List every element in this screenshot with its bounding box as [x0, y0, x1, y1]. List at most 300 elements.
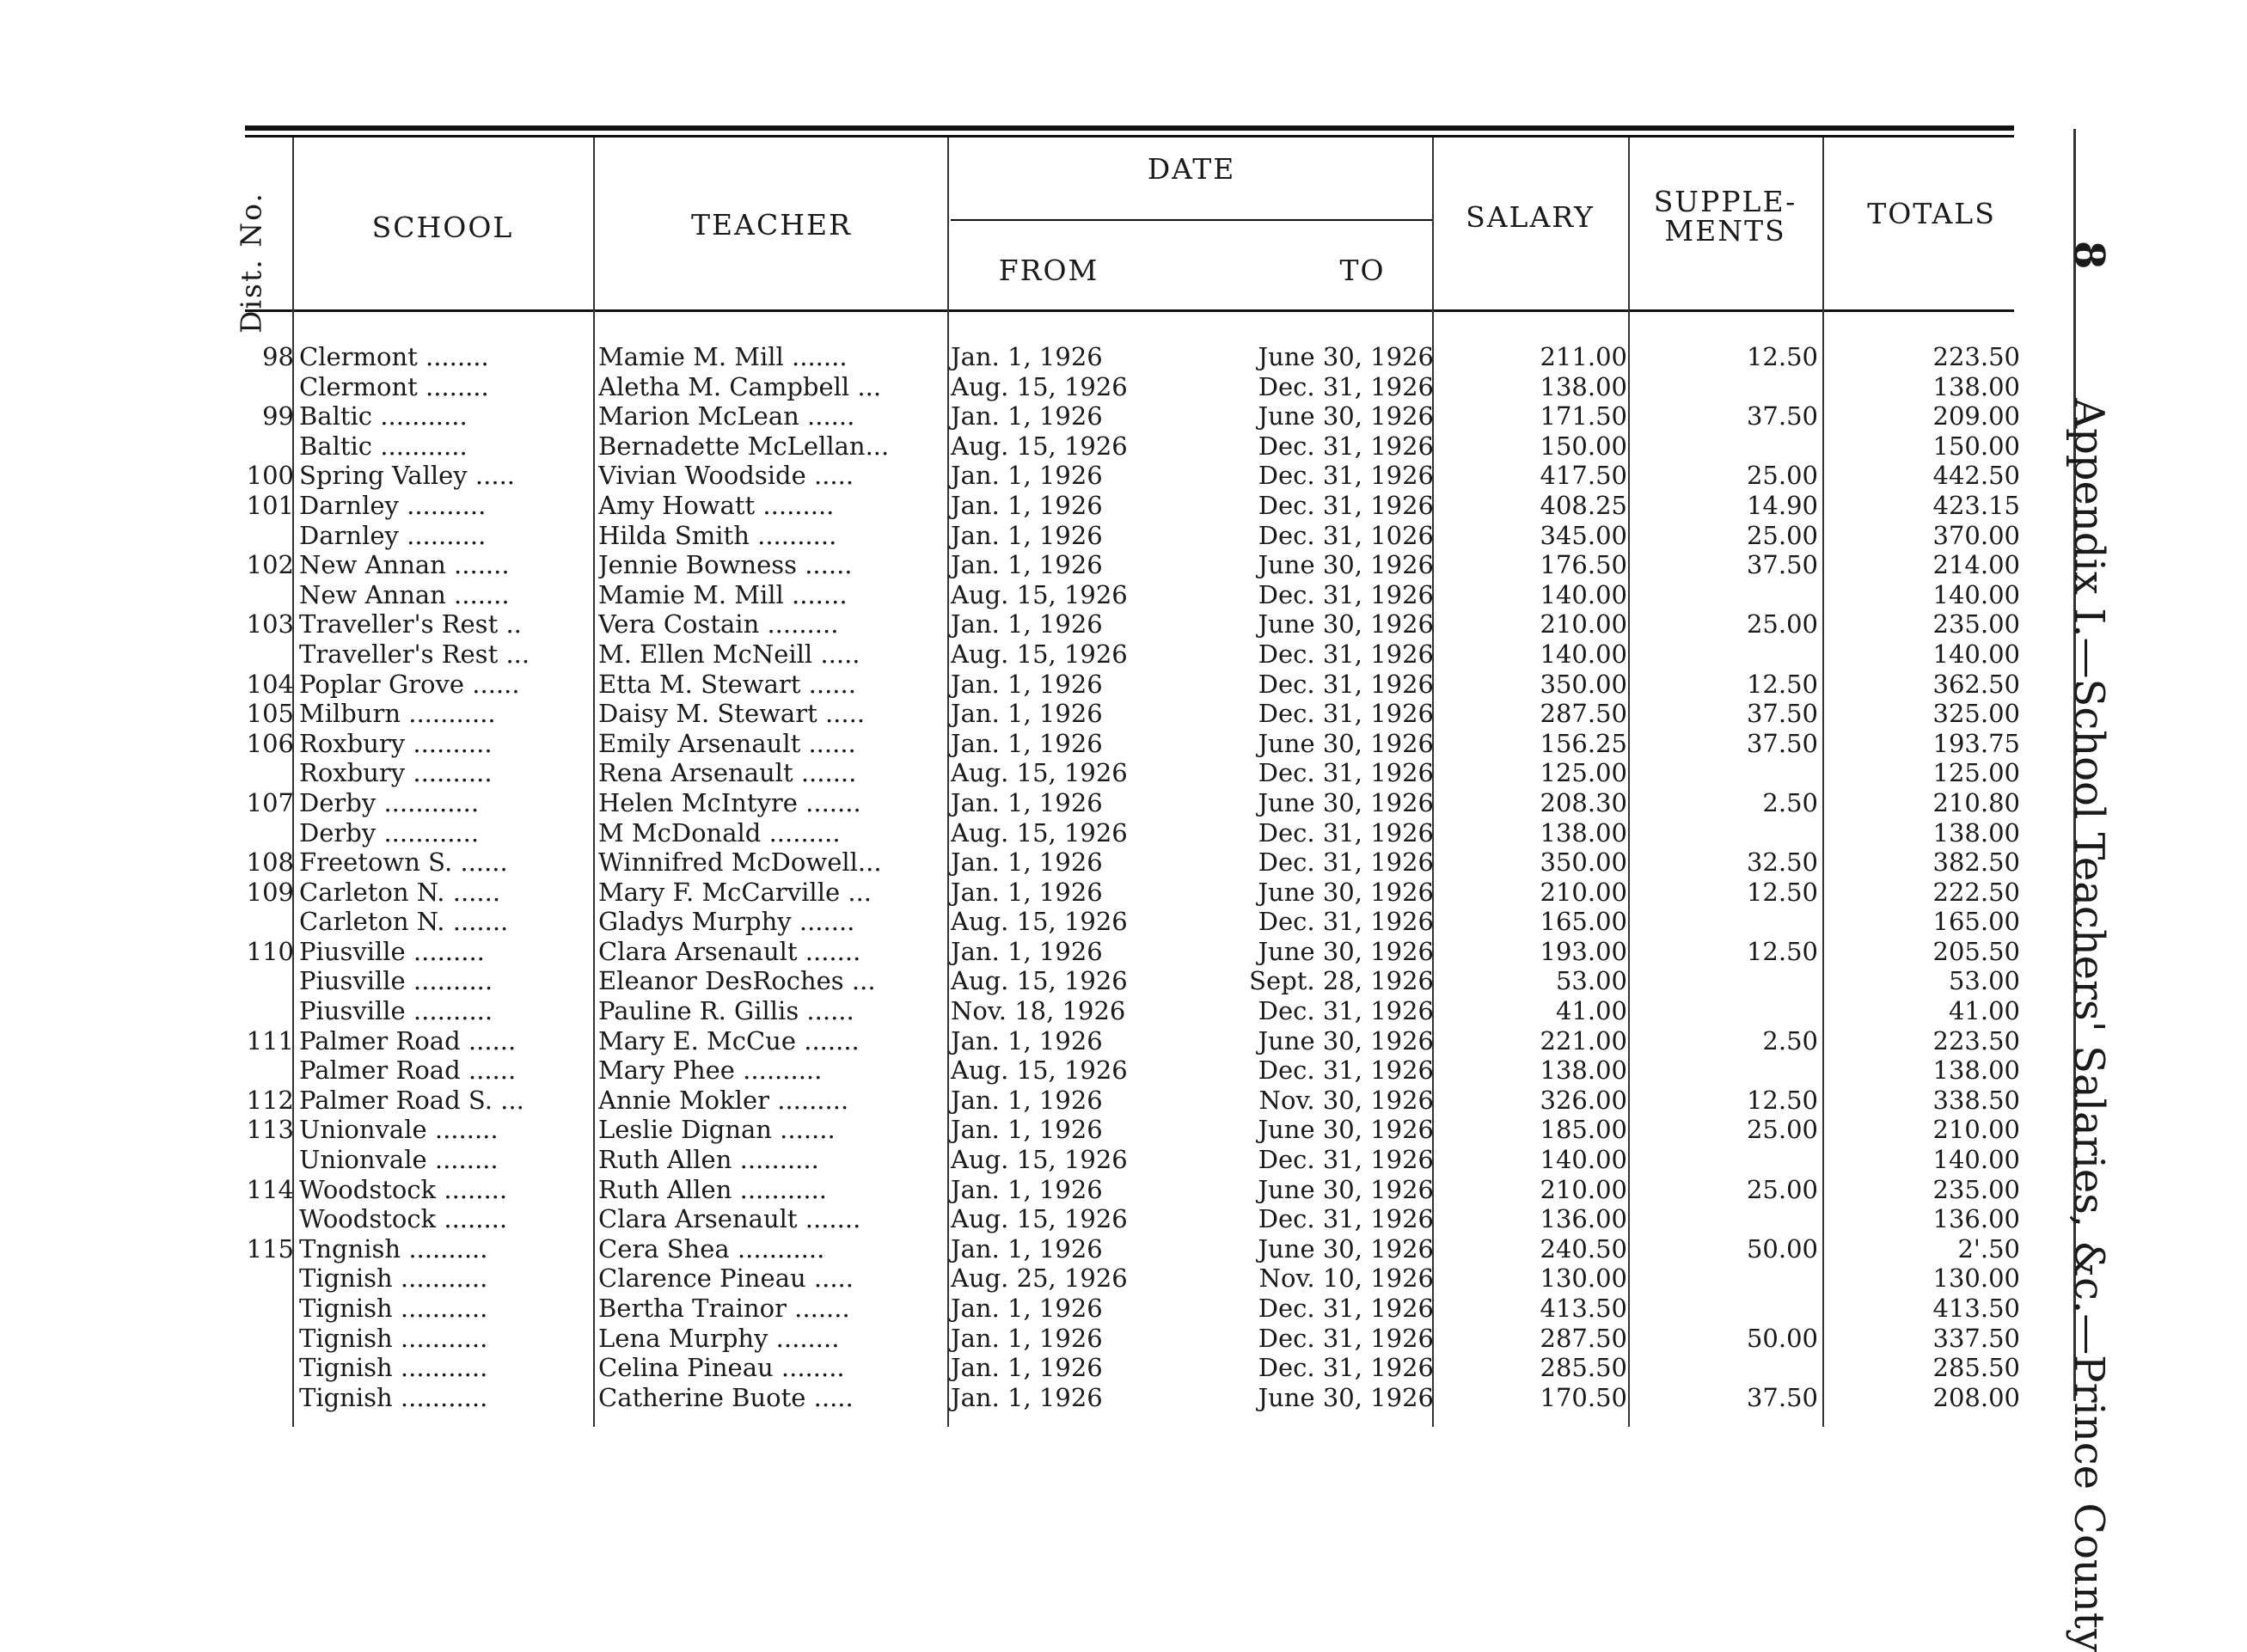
- header-from: FROM: [998, 254, 1099, 287]
- row-salary: 140.00: [1540, 1145, 1627, 1175]
- row-date-to: June 30, 1926: [1258, 1382, 1434, 1412]
- row-salary: 130.00: [1540, 1263, 1627, 1294]
- row-supplements: 25.00: [1746, 1115, 1818, 1145]
- row-date-from: Aug. 15, 1926: [951, 639, 1128, 669]
- table-row: [0, 639, 2247, 670]
- date-subrule: [951, 219, 1432, 221]
- row-date-to: Dec. 31, 1926: [1258, 639, 1434, 669]
- row-date-from: Jan. 1, 1926: [951, 1233, 1103, 1263]
- row-date-to: Dec. 31, 1926: [1258, 371, 1434, 401]
- row-date-to: Dec. 31, 1026: [1258, 520, 1434, 550]
- row-date-to: June 30, 1926: [1258, 609, 1434, 639]
- top-rule-thin: [245, 135, 2014, 138]
- row-date-to: June 30, 1926: [1258, 877, 1434, 907]
- row-date-to: June 30, 1926: [1258, 401, 1434, 431]
- row-teacher: Gladys Murphy .......: [598, 907, 855, 937]
- table-row: [0, 401, 2247, 431]
- row-teacher: Jennie Bowness ......: [598, 550, 853, 580]
- row-supplements: 37.50: [1746, 401, 1818, 431]
- row-school: Clermont ........: [299, 342, 489, 371]
- row-date-from: Jan. 1, 1926: [951, 669, 1103, 699]
- row-salary: 170.50: [1540, 1382, 1627, 1412]
- row-salary: 165.00: [1540, 907, 1627, 937]
- row-date-to: Dec. 31, 1926: [1258, 461, 1434, 491]
- row-salary: 210.00: [1540, 877, 1627, 907]
- row-date-from: Jan. 1, 1926: [951, 1085, 1103, 1115]
- row-teacher: Vera Costain .........: [598, 609, 839, 639]
- row-date-from: Jan. 1, 1926: [951, 609, 1103, 639]
- row-date-to: Dec. 31, 1926: [1258, 847, 1434, 878]
- row-school: Freetown S. ......: [299, 847, 508, 878]
- row-school: Palmer Road ......: [299, 1055, 517, 1086]
- row-date-from: Jan. 1, 1926: [951, 520, 1103, 550]
- row-salary: 140.00: [1540, 639, 1627, 669]
- row-teacher: M. Ellen McNeill .....: [598, 639, 860, 669]
- row-supplements: 12.50: [1746, 877, 1818, 907]
- row-dist-no: 104: [246, 669, 294, 699]
- row-dist-no: 114: [246, 1174, 294, 1204]
- table-row: [0, 1383, 2247, 1413]
- row-supplements: 25.00: [1746, 1174, 1818, 1204]
- row-date-to: June 30, 1926: [1258, 342, 1434, 371]
- row-date-from: Aug. 15, 1926: [951, 966, 1128, 996]
- table-row: [0, 729, 2247, 759]
- row-date-to: June 30, 1926: [1258, 936, 1434, 966]
- row-dist-no: 103: [246, 609, 294, 639]
- header-supplements-1: SUPPLE-: [1653, 185, 1797, 218]
- row-teacher: Mary E. McCue .......: [598, 1025, 860, 1055]
- row-teacher: Pauline R. Gillis ......: [598, 996, 854, 1026]
- row-school: Tngnish ..........: [299, 1233, 488, 1263]
- row-date-from: Aug. 15, 1926: [951, 1204, 1128, 1234]
- row-dist-no: 98: [262, 342, 294, 371]
- row-dist-no: 106: [246, 728, 294, 758]
- row-teacher: Clara Arsenault .......: [598, 936, 861, 966]
- row-date-from: Aug. 25, 1926: [951, 1263, 1128, 1294]
- row-date-from: Jan. 1, 1926: [951, 342, 1103, 371]
- row-date-to: Dec. 31, 1926: [1258, 699, 1434, 729]
- table-row: [0, 1234, 2247, 1264]
- row-salary: 138.00: [1540, 1055, 1627, 1086]
- row-school: Tignish ...........: [299, 1294, 488, 1323]
- row-supplements: 2.50: [1762, 1025, 1818, 1055]
- row-total: 138.00: [1932, 1055, 2020, 1086]
- row-school: Piusville .........: [299, 936, 485, 966]
- row-school: Darnley ..........: [299, 490, 487, 520]
- row-date-to: June 30, 1926: [1258, 1025, 1434, 1055]
- row-salary: 41.00: [1555, 996, 1627, 1026]
- row-total: 285.50: [1932, 1353, 2020, 1383]
- header-dist-no: Dist. No.: [234, 192, 268, 333]
- row-total: 140.00: [1932, 639, 2020, 669]
- table-row: [0, 431, 2247, 462]
- row-salary: 210.00: [1540, 1174, 1627, 1204]
- table-row: [0, 550, 2247, 580]
- row-date-from: Jan. 1, 1926: [951, 401, 1103, 431]
- row-dist-no: 101: [246, 490, 294, 520]
- table-body: [0, 342, 2247, 1412]
- row-dist-no: 100: [246, 461, 294, 491]
- row-date-from: Aug. 15, 1926: [951, 579, 1128, 609]
- row-teacher: Vivian Woodside .....: [598, 461, 854, 491]
- row-date-to: June 30, 1926: [1258, 1174, 1434, 1204]
- row-total: 223.50: [1932, 1025, 2020, 1055]
- row-total: 338.50: [1932, 1085, 2020, 1115]
- table-row: [0, 372, 2247, 402]
- table-row: [0, 670, 2247, 700]
- row-school: Roxbury ..........: [299, 758, 493, 788]
- header-to: TO: [1339, 254, 1386, 287]
- row-dist-no: 107: [246, 787, 294, 817]
- row-date-to: June 30, 1926: [1258, 1233, 1434, 1263]
- row-supplements: 25.00: [1746, 461, 1818, 491]
- row-salary: 185.00: [1540, 1115, 1627, 1145]
- row-teacher: Bertha Trainor .......: [598, 1294, 850, 1323]
- table-row: [0, 1324, 2247, 1354]
- table-row: [0, 1115, 2247, 1145]
- table-row: [0, 491, 2247, 521]
- row-date-from: Jan. 1, 1926: [951, 936, 1103, 966]
- row-school: Piusville ..........: [299, 966, 493, 996]
- row-total: 41.00: [1948, 996, 2020, 1026]
- row-dist-no: 102: [246, 550, 294, 580]
- top-rule-thick: [245, 125, 2014, 131]
- row-teacher: Mamie M. Mill .......: [598, 342, 848, 371]
- table-row: [0, 1294, 2247, 1324]
- row-teacher: Clarence Pineau .....: [598, 1263, 854, 1294]
- row-date-from: Jan. 1, 1926: [951, 728, 1103, 758]
- row-dist-no: 115: [246, 1233, 294, 1263]
- row-total: 362.50: [1932, 669, 2020, 699]
- row-total: 140.00: [1932, 579, 2020, 609]
- table-row: [0, 521, 2247, 551]
- row-total: 337.50: [1932, 1323, 2020, 1353]
- row-salary: 326.00: [1540, 1085, 1627, 1115]
- row-date-to: June 30, 1926: [1258, 787, 1434, 817]
- row-dist-no: 110: [246, 936, 294, 966]
- row-supplements: 37.50: [1746, 728, 1818, 758]
- header-totals: TOTALS: [1867, 197, 1996, 230]
- row-teacher: Catherine Buote .....: [598, 1382, 854, 1412]
- row-school: Carleton N. .......: [299, 907, 509, 937]
- row-dist-no: 99: [262, 401, 294, 431]
- row-teacher: Hilda Smith ..........: [598, 520, 837, 550]
- row-date-to: June 30, 1926: [1258, 728, 1434, 758]
- row-date-from: Jan. 1, 1926: [951, 847, 1103, 878]
- row-salary: 350.00: [1540, 847, 1627, 878]
- row-salary: 150.00: [1540, 431, 1627, 461]
- header-bottom-rule: [245, 309, 2014, 312]
- row-total: 209.00: [1932, 401, 2020, 431]
- row-salary: 171.50: [1540, 401, 1627, 431]
- row-date-to: Dec. 31, 1926: [1258, 996, 1434, 1026]
- row-teacher: Rena Arsenault .......: [598, 758, 857, 788]
- row-salary: 285.50: [1540, 1353, 1627, 1383]
- row-school: Roxbury ..........: [299, 728, 493, 758]
- row-dist-no: 111: [246, 1025, 294, 1055]
- row-total: 138.00: [1932, 371, 2020, 401]
- row-date-to: June 30, 1926: [1258, 1115, 1434, 1145]
- row-total: 140.00: [1932, 1145, 2020, 1175]
- row-total: 222.50: [1932, 877, 2020, 907]
- row-date-to: Dec. 31, 1926: [1258, 1294, 1434, 1323]
- row-teacher: Mamie M. Mill .......: [598, 579, 848, 609]
- row-date-from: Jan. 1, 1926: [951, 1382, 1103, 1412]
- row-school: Piusville ..........: [299, 996, 493, 1026]
- table-row: [0, 847, 2247, 878]
- table-row: [0, 1086, 2247, 1116]
- row-school: Milburn ...........: [299, 699, 496, 729]
- row-date-to: Dec. 31, 1926: [1258, 1055, 1434, 1086]
- row-school: Unionvale ........: [299, 1145, 499, 1175]
- row-date-from: Jan. 1, 1926: [951, 1174, 1103, 1204]
- row-school: Woodstock ........: [299, 1204, 508, 1234]
- row-teacher: Aletha M. Campbell ...: [598, 371, 882, 401]
- row-total: 2'.50: [1957, 1233, 2020, 1263]
- row-teacher: Clara Arsenault .......: [598, 1204, 861, 1234]
- row-school: New Annan .......: [299, 550, 510, 580]
- row-date-to: Dec. 31, 1926: [1258, 1323, 1434, 1353]
- row-total: 223.50: [1932, 342, 2020, 371]
- row-date-to: Dec. 31, 1926: [1258, 579, 1434, 609]
- row-dist-no: 112: [246, 1085, 294, 1115]
- row-total: 235.00: [1932, 1174, 2020, 1204]
- table-row: [0, 609, 2247, 639]
- row-school: Palmer Road S. ...: [299, 1085, 524, 1115]
- row-date-from: Jan. 1, 1926: [951, 1353, 1103, 1383]
- row-salary: 413.50: [1540, 1294, 1627, 1323]
- row-school: Poplar Grove ......: [299, 669, 520, 699]
- table-row: [0, 1204, 2247, 1234]
- row-date-from: Jan. 1, 1926: [951, 1294, 1103, 1323]
- row-total: 423.15: [1932, 490, 2020, 520]
- row-supplements: 50.00: [1746, 1233, 1818, 1263]
- row-supplements: 12.50: [1746, 342, 1818, 371]
- row-supplements: 14.90: [1746, 490, 1818, 520]
- table-row: [0, 758, 2247, 788]
- row-date-from: Jan. 1, 1926: [951, 877, 1103, 907]
- row-date-from: Jan. 1, 1926: [951, 1115, 1103, 1145]
- row-salary: 140.00: [1540, 579, 1627, 609]
- table-row: [0, 580, 2247, 610]
- row-total: 205.50: [1932, 936, 2020, 966]
- row-date-from: Jan. 1, 1926: [951, 1025, 1103, 1055]
- table-row: [0, 342, 2247, 372]
- table-row: [0, 1145, 2247, 1175]
- row-total: 210.80: [1932, 787, 2020, 817]
- row-date-from: Aug. 15, 1926: [951, 817, 1128, 847]
- row-school: Spring Valley .....: [299, 461, 516, 491]
- row-salary: 176.50: [1540, 550, 1627, 580]
- row-date-to: Dec. 31, 1926: [1258, 669, 1434, 699]
- row-date-from: Aug. 15, 1926: [951, 907, 1128, 937]
- row-teacher: Cera Shea ...........: [598, 1233, 825, 1263]
- row-salary: 138.00: [1540, 817, 1627, 847]
- row-teacher: M McDonald .........: [598, 817, 841, 847]
- row-date-to: Nov. 10, 1926: [1258, 1263, 1434, 1294]
- row-total: 130.00: [1932, 1263, 2020, 1294]
- row-date-to: June 30, 1926: [1258, 550, 1434, 580]
- row-date-to: Dec. 31, 1926: [1258, 1353, 1434, 1383]
- row-date-to: Sept. 28, 1926: [1249, 966, 1434, 996]
- table-row: [0, 1353, 2247, 1383]
- page-number: 8: [2065, 241, 2113, 270]
- table-row: [0, 699, 2247, 729]
- row-teacher: Emily Arsenault ......: [598, 728, 856, 758]
- row-supplements: 32.50: [1746, 847, 1818, 878]
- row-total: 235.00: [1932, 609, 2020, 639]
- row-dist-no: 113: [246, 1115, 294, 1145]
- row-supplements: 37.50: [1746, 699, 1818, 729]
- row-school: Derby ............: [299, 817, 480, 847]
- row-school: Carleton N. ......: [299, 877, 501, 907]
- row-salary: 53.00: [1555, 966, 1627, 996]
- row-dist-no: 108: [246, 847, 294, 878]
- row-school: Tignish ...........: [299, 1323, 488, 1353]
- header-school: SCHOOL: [371, 211, 514, 244]
- row-date-from: Jan. 1, 1926: [951, 787, 1103, 817]
- row-teacher: Ruth Allen ...........: [598, 1174, 828, 1204]
- table-row: [0, 907, 2247, 937]
- row-salary: 287.50: [1540, 699, 1627, 729]
- row-supplements: 2.50: [1762, 787, 1818, 817]
- row-supplements: 12.50: [1746, 669, 1818, 699]
- row-teacher: Bernadette McLellan...: [598, 431, 890, 461]
- table-row: [0, 937, 2247, 967]
- row-teacher: Annie Mokler .........: [598, 1085, 849, 1115]
- row-school: Woodstock ........: [299, 1174, 508, 1204]
- row-school: Tignish ...........: [299, 1353, 488, 1383]
- row-school: Darnley ..........: [299, 520, 487, 550]
- row-teacher: Daisy M. Stewart .....: [598, 699, 866, 729]
- row-school: Traveller's Rest ..: [299, 609, 522, 639]
- row-total: 325.00: [1932, 699, 2020, 729]
- row-school: Unionvale ........: [299, 1115, 499, 1145]
- row-salary: 125.00: [1540, 758, 1627, 788]
- row-teacher: Ruth Allen ..........: [598, 1145, 819, 1175]
- table-row: [0, 966, 2247, 996]
- row-supplements: 37.50: [1746, 1382, 1818, 1412]
- row-dist-no: 105: [246, 699, 294, 729]
- row-supplements: 12.50: [1746, 936, 1818, 966]
- row-salary: 417.50: [1540, 461, 1627, 491]
- row-total: 442.50: [1932, 461, 2020, 491]
- row-total: 382.50: [1932, 847, 2020, 878]
- row-total: 138.00: [1932, 817, 2020, 847]
- row-school: Clermont ........: [299, 371, 489, 401]
- row-date-to: Dec. 31, 1926: [1258, 817, 1434, 847]
- row-total: 370.00: [1932, 520, 2020, 550]
- row-date-from: Aug. 15, 1926: [951, 431, 1128, 461]
- header-teacher: TEACHER: [691, 208, 852, 242]
- row-salary: 138.00: [1540, 371, 1627, 401]
- row-school: Palmer Road ......: [299, 1025, 517, 1055]
- row-salary: 156.25: [1540, 728, 1627, 758]
- row-supplements: 37.50: [1746, 550, 1818, 580]
- row-date-to: Dec. 31, 1926: [1258, 758, 1434, 788]
- row-date-to: Dec. 31, 1926: [1258, 490, 1434, 520]
- table-row: [0, 1263, 2247, 1294]
- row-teacher: Mary Phee ..........: [598, 1055, 823, 1086]
- row-salary: 193.00: [1540, 936, 1627, 966]
- row-date-from: Jan. 1, 1926: [951, 550, 1103, 580]
- row-salary: 211.00: [1540, 342, 1627, 371]
- table-row: [0, 1055, 2247, 1086]
- row-teacher: Lena Murphy ........: [598, 1323, 840, 1353]
- table-row: [0, 1026, 2247, 1056]
- row-date-from: Aug. 15, 1926: [951, 1145, 1128, 1175]
- row-supplements: 25.00: [1746, 609, 1818, 639]
- row-salary: 136.00: [1540, 1204, 1627, 1234]
- row-supplements: 12.50: [1746, 1085, 1818, 1115]
- table-row: [0, 788, 2247, 818]
- row-total: 150.00: [1932, 431, 2020, 461]
- row-school: New Annan .......: [299, 579, 510, 609]
- table-row: [0, 818, 2247, 848]
- row-total: 193.75: [1932, 728, 2020, 758]
- row-date-from: Aug. 15, 1926: [951, 371, 1128, 401]
- row-school: Baltic ...........: [299, 431, 468, 461]
- row-salary: 208.30: [1540, 787, 1627, 817]
- row-teacher: Eleanor DesRoches ...: [598, 966, 876, 996]
- row-school: Tignish ...........: [299, 1263, 488, 1294]
- row-date-from: Jan. 1, 1926: [951, 699, 1103, 729]
- table-row: [0, 1175, 2247, 1205]
- row-school: Tignish ...........: [299, 1382, 488, 1412]
- header-date: DATE: [1147, 152, 1236, 186]
- row-teacher: Helen McIntyre .......: [598, 787, 861, 817]
- row-salary: 210.00: [1540, 609, 1627, 639]
- row-supplements: 25.00: [1746, 520, 1818, 550]
- row-salary: 345.00: [1540, 520, 1627, 550]
- row-salary: 287.50: [1540, 1323, 1627, 1353]
- row-total: 214.00: [1932, 550, 2020, 580]
- table-row: [0, 996, 2247, 1026]
- row-salary: 408.25: [1540, 490, 1627, 520]
- row-teacher: Marion McLean ......: [598, 401, 855, 431]
- row-total: 208.00: [1932, 1382, 2020, 1412]
- row-date-to: Dec. 31, 1926: [1258, 907, 1434, 937]
- row-teacher: Mary F. McCarville ...: [598, 877, 872, 907]
- row-date-from: Nov. 18, 1926: [951, 996, 1126, 1026]
- row-teacher: Winnifred McDowell...: [598, 847, 882, 878]
- row-salary: 221.00: [1540, 1025, 1627, 1055]
- row-date-to: Dec. 31, 1926: [1258, 1145, 1434, 1175]
- table-row: [0, 461, 2247, 491]
- row-teacher: Leslie Dignan .......: [598, 1115, 836, 1145]
- header-supplements-2: MENTS: [1664, 214, 1786, 248]
- row-date-to: Dec. 31, 1926: [1258, 1204, 1434, 1234]
- row-date-to: Nov. 30, 1926: [1258, 1085, 1434, 1115]
- row-date-to: Dec. 31, 1926: [1258, 431, 1434, 461]
- row-date-from: Jan. 1, 1926: [951, 1323, 1103, 1353]
- running-title-text: Appendix I.—School Teachers' Salaries, &c.—Prince County: [2065, 398, 2113, 1652]
- row-supplements: 50.00: [1746, 1323, 1818, 1353]
- row-date-from: Aug. 15, 1926: [951, 758, 1128, 788]
- row-salary: 240.50: [1540, 1233, 1627, 1263]
- row-total: 125.00: [1932, 758, 2020, 788]
- row-teacher: Celina Pineau ........: [598, 1353, 845, 1383]
- row-total: 165.00: [1932, 907, 2020, 937]
- row-school: Traveller's Rest ...: [299, 639, 530, 669]
- header-salary: SALARY: [1466, 200, 1595, 234]
- row-date-from: Aug. 15, 1926: [951, 1055, 1128, 1086]
- row-total: 413.50: [1932, 1294, 2020, 1323]
- row-dist-no: 109: [246, 877, 294, 907]
- row-date-from: Jan. 1, 1926: [951, 490, 1103, 520]
- row-total: 53.00: [1948, 966, 2020, 996]
- row-date-from: Jan. 1, 1926: [951, 461, 1103, 491]
